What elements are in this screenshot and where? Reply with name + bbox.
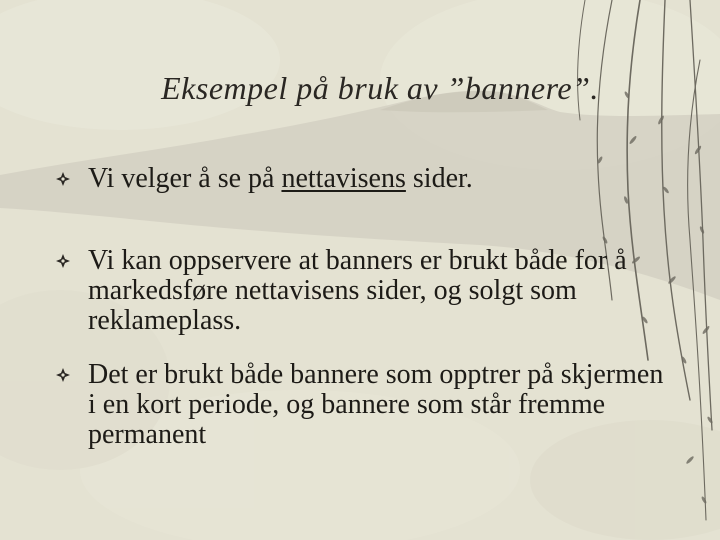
slide-title: Eksempel på bruk av ”bannere”. [161, 70, 599, 106]
bullet-text: Det er brukt både bannere som opptrer på skjermen i en kort periode, og bannere som står fremme permanent [88, 359, 664, 450]
diamond-fleur-icon [55, 171, 71, 187]
diamond-fleur-icon [55, 367, 71, 383]
bullet-item [55, 360, 665, 450]
bullet-text: Vi kan oppservere at banners er brukt både for å markedsføre nettavisens sider, og solgt som reklameplass. [88, 245, 627, 336]
bullet-text-after: sider. [405, 163, 473, 194]
bullet-item [55, 164, 665, 194]
bullet-text-before: Vi velger å se på [88, 163, 282, 194]
bullet-item [55, 246, 665, 336]
bullet-text-underlined: nettavisens [281, 163, 406, 194]
bullet-text [88, 164, 665, 194]
diamond-fleur-icon [55, 253, 71, 269]
